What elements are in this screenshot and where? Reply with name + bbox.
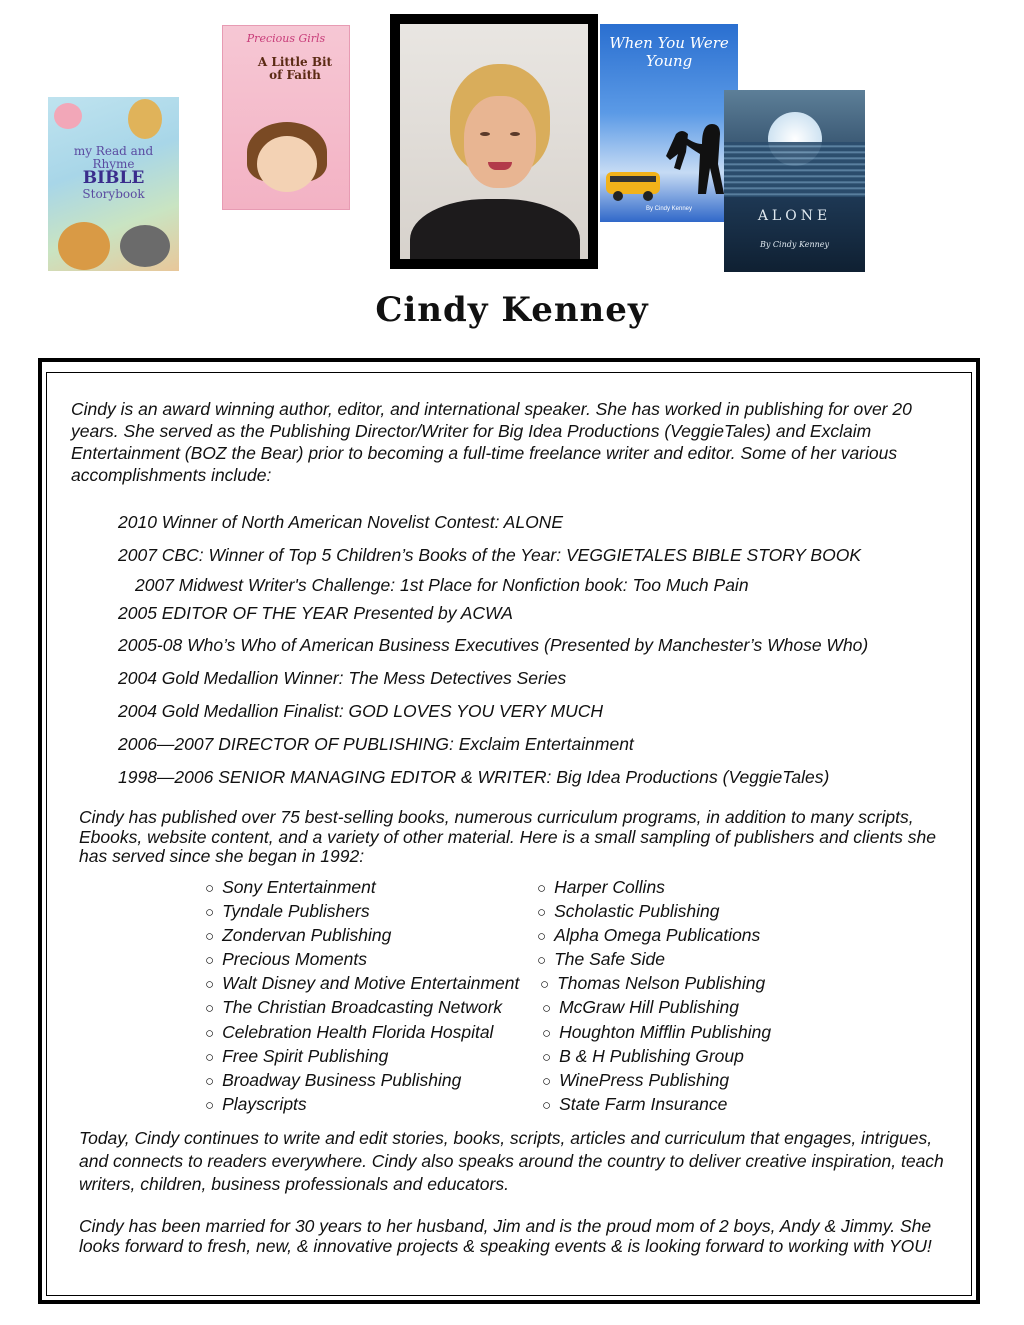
portrait-jacket: [410, 199, 580, 259]
bullet-icon: ○: [205, 976, 215, 994]
married-paragraph: Cindy has been married for 30 years to her husband, Jim and is the proud mom of 2 boys, Andy & Jimmy. She looks forward to fresh, new, & innovative projects & speaking events & is looking forward to working with YOU!: [79, 1216, 932, 1256]
bullet-icon: ○: [537, 880, 547, 897]
client-item: ○ B & H Publishing Group: [542, 1045, 744, 1066]
client-item: ○ The Safe Side: [537, 949, 665, 970]
client-item: ○ Harper Collins: [537, 877, 665, 897]
bullet-icon: ○: [542, 1096, 552, 1114]
accomplishment-item: 2005 EDITOR OF THE YEAR Presented by ACWA: [118, 603, 513, 623]
accomplishment-item: 2007 Midwest Writer's Challenge: 1st Place for Nonfiction book: Too Much Pain: [135, 575, 749, 595]
bullet-icon: ○: [540, 976, 550, 994]
portrait-eye-left: [480, 132, 490, 136]
little-bit-of-faith-title: A Little Bit of Faith: [257, 55, 333, 83]
client-item: ○ Walt Disney and Motive Entertainment: [205, 973, 520, 994]
client-item: ○ Alpha Omega Publications: [537, 925, 761, 946]
author-portrait: [400, 24, 588, 259]
bullet-icon: ○: [205, 928, 215, 946]
book-cover-when-you-were-young: [600, 24, 738, 222]
bullet-icon: ○: [542, 1000, 552, 1018]
portrait-face: [464, 96, 536, 188]
bullet-icon: ○: [205, 1096, 215, 1114]
book-cover-alone: [724, 90, 865, 272]
book-cover-little-bit-of-faith: [222, 25, 350, 210]
today-paragraph: Today, Cindy continues to write and edit stories, books, scripts, articles and curriculum that engages, intrigues, and connects to readers everywhere. Cindy also speaks around the country to deliver creative inspiration, teach writers, children, business professionals and educators.: [79, 1128, 944, 1194]
accomplishment-item: 2004 Gold Medallion Finalist: GOD LOVES YOU VERY MUCH: [118, 701, 604, 721]
author-photo-frame: [390, 14, 598, 269]
client-item: ○ McGraw Hill Publishing: [542, 997, 739, 1018]
sea-illustration: [724, 142, 865, 197]
bullet-icon: ○: [205, 952, 215, 970]
alone-byline: By Cindy Kenney: [759, 240, 829, 249]
alone-title: ALONE: [757, 208, 832, 224]
portrait-eye-right: [510, 132, 520, 136]
bullet-icon: ○: [205, 904, 215, 922]
precious-girls-brand: Precious Girls: [246, 32, 326, 45]
client-item: ○ WinePress Publishing: [542, 1069, 730, 1090]
when-young-title: When You Were Young: [609, 34, 729, 70]
bullet-icon: ○: [537, 952, 547, 970]
when-young-byline: By Cindy Kenney: [645, 206, 693, 212]
silhouette-illustration: [600, 104, 738, 204]
client-item: ○ Celebration Health Florida Hospital: [205, 1021, 494, 1042]
bullet-icon: ○: [542, 1072, 552, 1090]
client-item: ○ Tyndale Publishers: [205, 901, 370, 922]
client-item: ○ State Farm Insurance: [542, 1093, 728, 1114]
page-title: Cindy Kenney: [375, 290, 649, 330]
clients-left-list: [205, 876, 519, 1117]
bullet-icon: ○: [537, 904, 547, 922]
bullet-icon: ○: [205, 1024, 215, 1042]
clients-right-list: [537, 876, 771, 1117]
animal-decoration: [54, 103, 82, 129]
bullet-icon: ○: [537, 928, 547, 946]
accomplishment-item: 2010 Winner of North American Novelist Contest: ALONE: [118, 512, 563, 532]
intro-paragraph: Cindy is an award winning author, editor, and international speaker. She has worked in publishing for over 20 years. She served as the Publishing Director/Writer for Big Idea Productions (VeggieTales) and Exclaim Entertainment (BOZ the Bear) prior to becoming a full-time freelance writer and editor. Some of her various accomplishments include:: [71, 399, 912, 485]
client-item: ○ Precious Moments: [205, 949, 367, 970]
client-item: ○ Thomas Nelson Publishing: [540, 973, 766, 994]
bullet-icon: ○: [205, 880, 215, 897]
accomplishment-item: 2006—2007 DIRECTOR OF PUBLISHING: Exclaim Entertainment: [118, 734, 634, 754]
accomplishment-item: 2005-08 Who’s Who of American Business Executives (Presented by Manchester’s Whose Who): [118, 635, 869, 655]
lion-decoration: [58, 222, 110, 270]
girl-face-illustration: [257, 136, 317, 192]
accomplishment-item: 2007 CBC: Winner of Top 5 Children’s Books of the Year: VEGGIETALES BIBLE STORY BOOK: [118, 545, 861, 565]
bullet-icon: ○: [542, 1048, 552, 1066]
rhyme-bible-title: my Read and Rhyme BIBLE Storybook: [73, 144, 154, 202]
published-paragraph: Cindy has published over 75 best-selling books, numerous curriculum programs, in addition to many scripts, Ebooks, website content, and a variety of other material. Here is a small sampling of publishers and clients she has served since she began in 1992:: [79, 807, 936, 866]
bullet-icon: ○: [542, 1024, 552, 1042]
client-item: ○ Houghton Mifflin Publishing: [542, 1021, 772, 1042]
zebra-decoration: [120, 225, 170, 267]
client-item: ○ Playscripts: [205, 1093, 307, 1114]
book-cover-rhyme-bible: [48, 97, 179, 271]
client-item: ○ Sony Entertainment: [205, 877, 376, 897]
client-item: ○ The Christian Broadcasting Network: [205, 997, 503, 1018]
accomplishment-item: 1998—2006 SENIOR MANAGING EDITOR & WRITER: Big Idea Productions (VeggieTales): [118, 767, 830, 787]
client-item: ○ Broadway Business Publishing: [205, 1069, 462, 1090]
bullet-icon: ○: [205, 1048, 215, 1066]
client-item: ○ Free Spirit Publishing: [205, 1045, 389, 1066]
bullet-icon: ○: [205, 1072, 215, 1090]
giraffe-decoration: [128, 99, 162, 139]
client-item: ○ Scholastic Publishing: [537, 901, 720, 922]
accomplishment-item: 2004 Gold Medallion Winner: The Mess Detectives Series: [118, 668, 567, 688]
client-item: ○ Zondervan Publishing: [205, 925, 392, 946]
bullet-icon: ○: [205, 1000, 215, 1018]
